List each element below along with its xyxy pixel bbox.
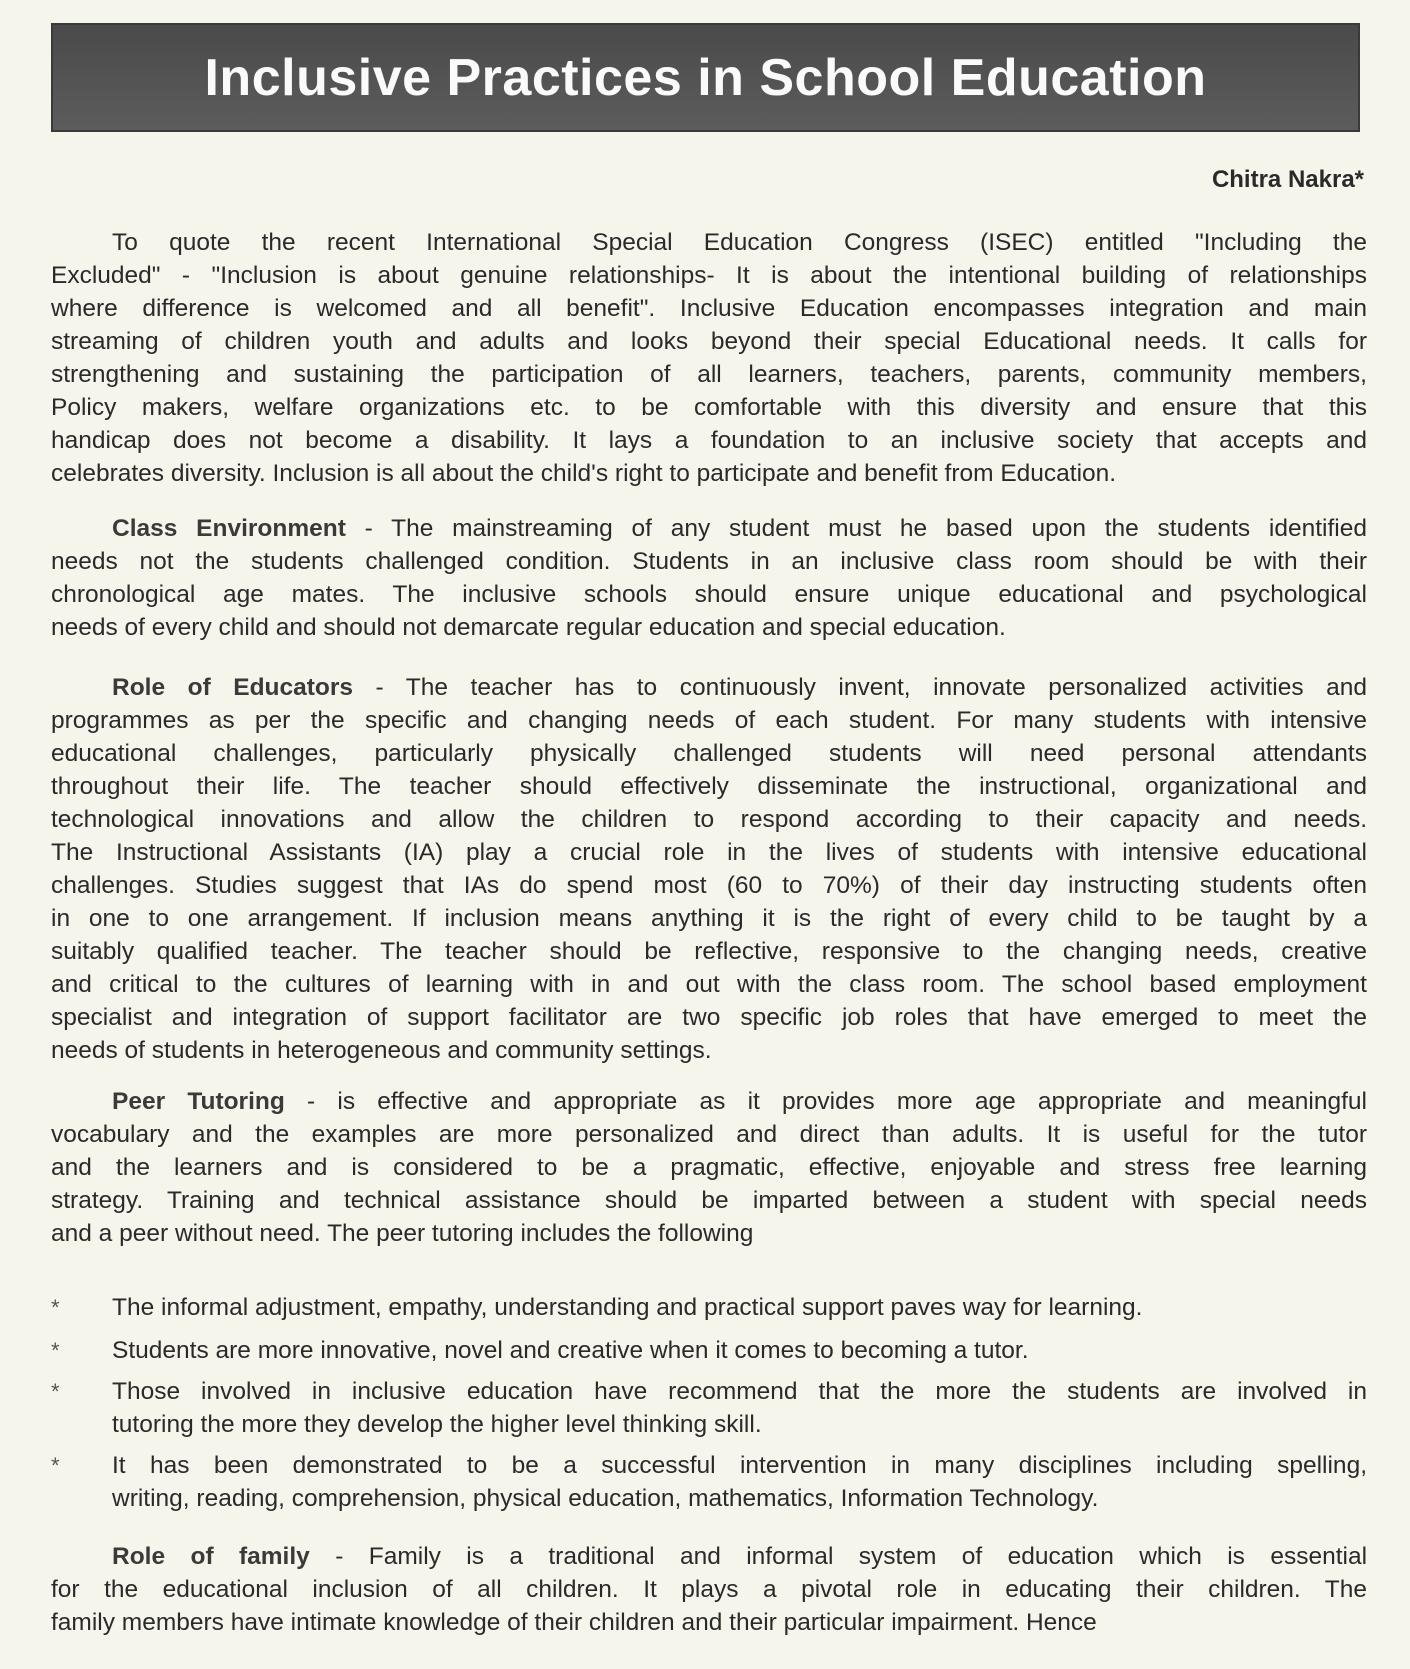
text-line: celebrates diversity. Inclusion is all about the child's right to participate and benefit from Education. — [51, 460, 1117, 487]
section-heading: Class Environment — [112, 515, 346, 542]
text-line: Role of Educators - The teacher has to continuously invent, innovate personalized activities and — [112, 674, 1367, 701]
text-line: The informal adjustment, empathy, understanding and practical support paves way for learning. — [112, 1294, 1143, 1321]
text-line: strengthening and sustaining the participation of all learners, teachers, parents, community members, — [51, 361, 1367, 388]
text-line: educational challenges, particularly physically challenged students will need personal attendants — [51, 740, 1367, 767]
text-line: family members have intimate knowledge of their children and their particular impairment. Hence — [51, 1609, 1097, 1636]
section-heading: Role of family — [112, 1543, 310, 1570]
asterisk-bullet-icon: * — [51, 1338, 60, 1363]
text-line: To quote the recent International Special Education Congress (ISEC) entitled "Including the — [112, 229, 1367, 256]
section-heading: Peer Tutoring — [112, 1088, 285, 1115]
text-line: programmes as per the specific and changing needs of each student. For many students with intensive — [51, 707, 1367, 734]
text-line: It has been demonstrated to be a successful intervention in many disciplines including spelling, — [112, 1452, 1367, 1479]
text-line: technological innovations and allow the children to respond according to their capacity and needs. — [51, 806, 1367, 833]
text-line: handicap does not become a disability. It lays a foundation to an inclusive society that accepts and — [51, 427, 1367, 454]
text-line: vocabulary and the examples are more personalized and direct than adults. It is useful for the tutor — [51, 1121, 1367, 1148]
page-title: Inclusive Practices in School Education — [204, 48, 1207, 107]
author: Chitra Nakra* — [1211, 166, 1364, 193]
paragraph — [51, 512, 1367, 644]
bullet-item — [51, 1375, 1367, 1441]
text-line: and the learners and is considered to be a pragmatic, effective, enjoyable and stress free learning — [51, 1154, 1367, 1181]
text-line: and critical to the cultures of learning with in and out with the class room. The school based employment — [51, 971, 1367, 998]
text-line: specialist and integration of support facilitator are two specific job roles that have emerged to meet the — [51, 1004, 1367, 1031]
asterisk-bullet-icon: * — [51, 1453, 60, 1478]
text-line: The Instructional Assistants (IA) play a crucial role in the lives of students with intensive educational — [51, 839, 1367, 866]
text-line: Policy makers, welfare organizations etc. to be comfortable with this diversity and ensure that this — [51, 394, 1367, 421]
paragraph — [51, 671, 1367, 1067]
text-line: in one to one arrangement. If inclusion means anything it is the right of every child to be taught by a — [51, 905, 1367, 932]
bullet-item — [51, 1449, 1367, 1515]
text-line: Students are more innovative, novel and creative when it comes to becoming a tutor. — [112, 1337, 1029, 1364]
section-heading: Role of Educators — [112, 674, 354, 701]
text-line: chronological age mates. The inclusive schools should ensure unique educational and psychological — [51, 581, 1367, 608]
text-line: Class Environment - The mainstreaming of any student must he based upon the students identified — [112, 515, 1367, 542]
text-line: throughout their life. The teacher should effectively disseminate the instructional, organizational and — [51, 773, 1367, 800]
text-line: streaming of children youth and adults and looks beyond their special Educational needs. It calls for — [51, 328, 1367, 355]
text-line: challenges. Studies suggest that IAs do spend most (60 to 70%) of their day instructing students often — [51, 872, 1367, 899]
text-line: needs not the students challenged condition. Students in an inclusive class room should be with their — [51, 548, 1367, 575]
text-line: suitably qualified teacher. The teacher should be reflective, responsive to the changing needs, creative — [51, 938, 1367, 965]
title-bar — [51, 23, 1360, 132]
text-line: writing, reading, comprehension, physical education, mathematics, Information Technology. — [112, 1485, 1099, 1512]
asterisk-bullet-icon: * — [51, 1295, 60, 1320]
paragraph — [51, 226, 1367, 490]
text-line: Role of family - Family is a traditional and informal system of education which is essential — [112, 1543, 1368, 1570]
bullet-item — [51, 1291, 1367, 1324]
text-line: needs of every child and should not demarcate regular education and special education. — [51, 614, 1006, 641]
text-line: tutoring the more they develop the higher level thinking skill. — [112, 1411, 762, 1438]
text-line: and a peer without need. The peer tutoring includes the following — [51, 1220, 754, 1247]
text-line: Peer Tutoring - is effective and appropriate as it provides more age appropriate and meaningful — [112, 1088, 1367, 1115]
paragraph — [51, 1540, 1367, 1639]
text-line: strategy. Training and technical assistance should be imparted between a student with special needs — [51, 1187, 1367, 1214]
text-line: for the educational inclusion of all children. It plays a pivotal role in educating their children. The — [51, 1576, 1367, 1603]
text-line: needs of students in heterogeneous and community settings. — [51, 1037, 712, 1064]
text-line: where difference is welcomed and all benefit". Inclusive Education encompasses integration and main — [51, 295, 1367, 322]
paragraph — [51, 1085, 1367, 1250]
bullet-item — [51, 1334, 1367, 1367]
asterisk-bullet-icon: * — [51, 1379, 60, 1404]
text-line: Those involved in inclusive education have recommend that the more the students are involved in — [112, 1378, 1367, 1405]
text-line: Excluded" - "Inclusion is about genuine relationships- It is about the intentional building of relationships — [51, 262, 1367, 289]
